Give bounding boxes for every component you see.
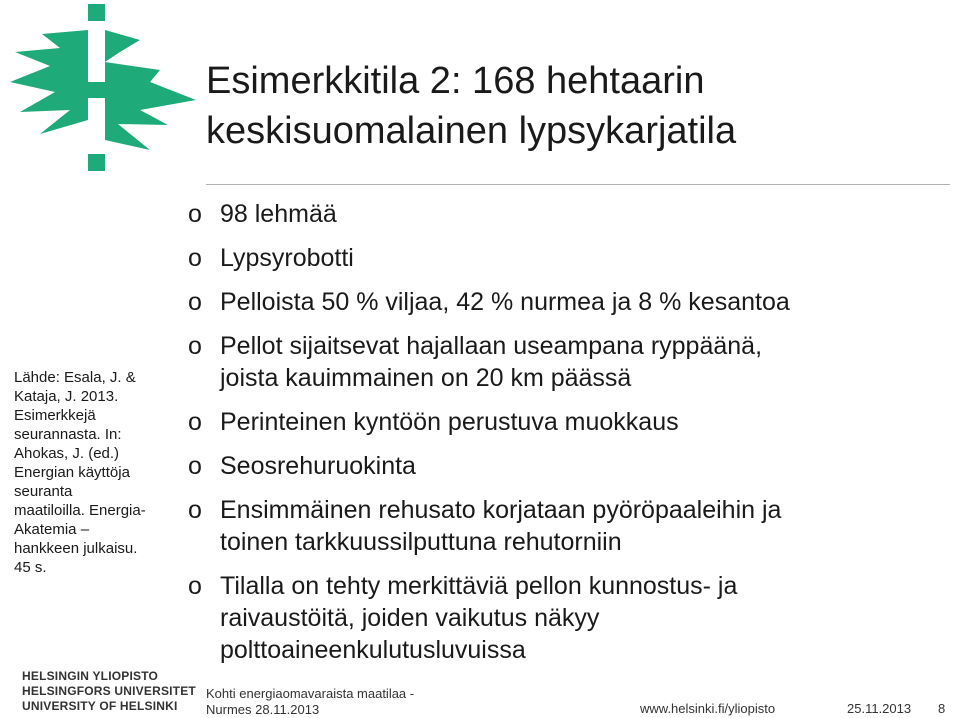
source-line: hankkeen julkaisu. (14, 540, 138, 557)
source-line: Ahokas, J. (ed.) (14, 445, 120, 462)
bullet-item (188, 330, 953, 394)
source-line: Kataja, J. 2013. (14, 388, 119, 405)
source-citation (14, 368, 189, 577)
bullet-text: 98 lehmää (220, 200, 337, 228)
bullet-text: Seosrehuruokinta (220, 452, 416, 480)
slide-title-line-2: keskisuomalainen lypsykarjatila (206, 110, 737, 152)
bullet-marker: o (188, 288, 202, 316)
slide-title (206, 56, 946, 156)
bullet-text: joista kauimmainen on 20 km päässä (220, 364, 632, 392)
bullet-item (188, 242, 953, 274)
bullet-marker: o (188, 572, 202, 600)
university-name-sv: HELSINGFORS UNIVERSITET (22, 684, 196, 698)
footer-url-link[interactable]: www.helsinki.fi/yliopisto (640, 701, 776, 716)
source-line: 45 s. (14, 559, 47, 576)
footer-presentation-line: Nurmes 28.11.2013 (206, 702, 320, 717)
source-line: seuranta (14, 483, 73, 500)
bullet-marker: o (188, 408, 202, 436)
university-name-fi: HELSINGIN YLIOPISTO (22, 669, 159, 683)
bullet-marker: o (188, 452, 202, 480)
helsinki-flame-icon (0, 0, 200, 190)
bullet-text: raivaustöitä, joiden vaikutus näkyy (220, 604, 600, 632)
bullet-text: polttoaineenkulutusluvuissa (220, 636, 526, 664)
bullet-item (188, 570, 953, 666)
bullet-marker: o (188, 200, 202, 228)
source-line: Akatemia – (14, 521, 90, 538)
bullet-text: Pelloista 50 % viljaa, 42 % nurmea ja 8 % kesantoa (220, 288, 790, 316)
bullet-item (188, 198, 953, 230)
bullet-text: Lypsyrobotti (220, 244, 354, 272)
source-line: seurannasta. In: (14, 426, 122, 443)
bullet-marker: o (188, 244, 202, 272)
university-name-en: UNIVERSITY OF HELSINKI (22, 699, 178, 713)
slide-title-line-1: Esimerkkitila 2: 168 hehtaarin (206, 60, 705, 102)
university-wordmark (22, 669, 202, 714)
footer-presentation-title (206, 686, 466, 718)
bullet-item (188, 406, 953, 438)
footer-date: 25.11.2013 (847, 701, 912, 716)
bullet-text: Tilalla on tehty merkittäviä pellon kunnostus- ja (220, 572, 738, 600)
bullet-text: Pellot sijaitsevat hajallaan useampana ryppäänä, (220, 332, 763, 360)
bullet-item (188, 450, 953, 482)
bullet-text: Ensimmäinen rehusato korjataan pyöröpaaleihin ja (220, 496, 782, 524)
source-line: Lähde: Esala, J. & (14, 369, 136, 386)
source-line: Energian käyttöja (14, 464, 130, 481)
bullet-marker: o (188, 496, 202, 524)
bullet-item (188, 494, 953, 558)
bullet-text: Perinteinen kyntöön perustuva muokkaus (220, 408, 679, 436)
bullet-marker: o (188, 332, 202, 360)
bullet-item (188, 286, 953, 318)
bullet-list (188, 198, 953, 678)
source-line: Esimerkkejä (14, 407, 96, 424)
footer-presentation-line: Kohti energiaomavaraista maatilaa - (206, 686, 415, 701)
title-divider (206, 184, 950, 185)
source-line: maatiloilla. Energia- (14, 502, 146, 519)
bullet-text: toinen tarkkuussilputtuna rehutorniin (220, 528, 622, 556)
page-number: 8 (938, 701, 946, 716)
